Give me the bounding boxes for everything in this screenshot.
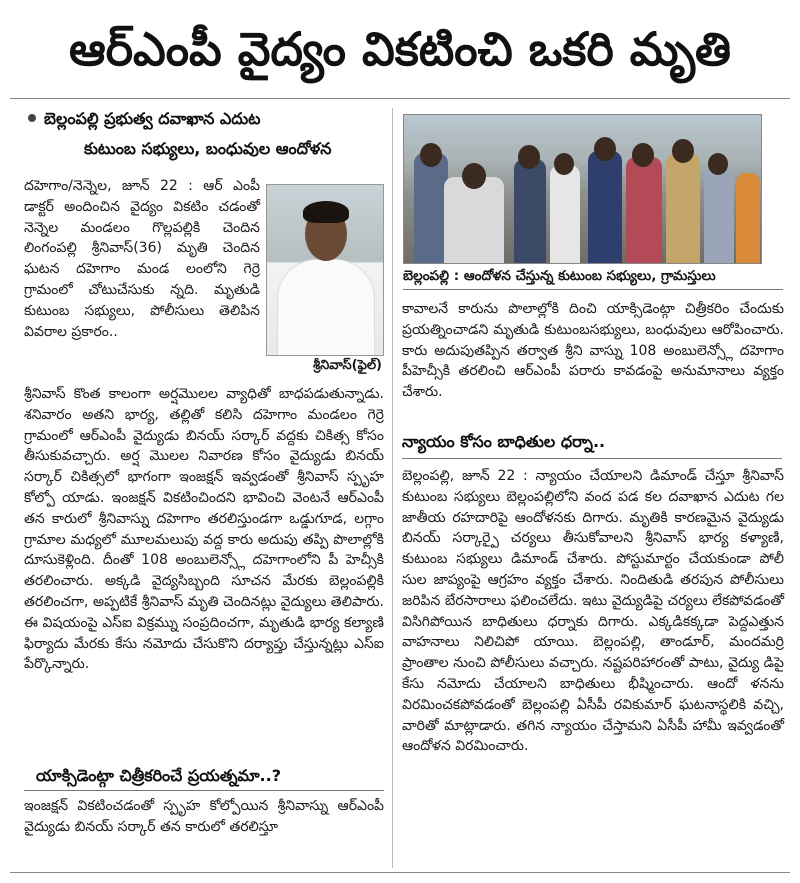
headline-divider xyxy=(10,98,790,99)
article-paragraph-main: శ్రీనివాస్ కొంత కాలంగా అర్షమొలల వ్యాధితో బాధపడుతున్నాడు. శనివారం అతని భార్య, తల్లితో కలిసి దహెగాం మండలం గెర్రె గ్రామంలో ఆర్ఎంపీ వైద్యుడు బినయ్ సర్కార్ వద్దకు చికిత్స కోసం తీసుకువచ్చారు. అర్ష మొలల నివారణ కోసం వైద్యుడు బినయ్ సర్కార్ చికిత్సలో భాగంగా ఇంజక్షన్ ఇవ్వడంతో శ్రీనివాస్ స్పృహ కోల్పో యాడు. ఇంజక్షన్ వికటించిందని భావించి వెంటనే ఆర్ఎంపీ తన కారులో శ్రీనివాస్ను దహెగాం తరలిస్తుండగా ఒడ్డుగూడ, లగ్గాం గ్రామాల మధ్యలో మూలమలుపు వద్ద కారు అదుపు తప్పి పొలాల్లోకి దూసుకెళ్లింది. దీంతో 108 అంబులెన్స్లో దహెగాంలోని పీ హెచ్సీకి తరలించారు. అక్కడి వైద్యసిబ్బంది సూచన మేరకు బెల్లంపల్లికి తరలించగా, అప్పటికే శ్రీనివాస్ మృతి చెందినట్లు వైద్యులు తెలిపారు. ఈ విషయంపై ఎస్ఐ విక్రమ్ను సంప్రదించగా, మృతుడి భార్య కల్యాణి ఫిర్యాదు మేరకు కేసు నమోదు చేసుకొని దర్యాప్తు చేస్తున్నట్లు ఎస్ఐ పేర్కొన్నారు. xyxy=(24,386,384,673)
column-divider xyxy=(392,108,393,868)
article-paragraph-protest: బెల్లంపల్లి, జూన్ 22 : న్యాయం చేయాలని డిమాండ్ చేస్తూ శ్రీనివాస్ కుటుంబ సభ్యులు బెల్లంపల్లిలోని వంద పడ కల దవాఖాన ఎదుట గల జాతీయ రహదారిపై ఆందోళనకు దిగారు. మృతికి కారణమైన వైద్యుడు బినయ్ సర్కార్పై చర్యలు తీసుకోవాలని శ్రీనివాస్ భార్య కళ్యాణి, కుటుంబ సభ్యులు డిమాండ్ చేశారు. పోస్టుమార్టం చేయకుండా పోలీ సుల జాప్యంపై ఆగ్రహం వ్యక్తం చేశారు. నిందితుడి తరపున పోలీసులు జరిపిన బేరసారాలు ఫలించలేదు. ఇటు వైద్యుడిపై చర్యలు లేకపోవడంతో విసిగిపోయిన బాధితులు ధర్నాకు దిగారు. ఎక్కడికక్కడా పెద్దఎత్తున వాహనాలు నిలిచిపో యాయి. బెల్లంపల్లి, తాండూర్, మందమర్రి ప్రాంతాల నుంచి పోలీసులు వచ్చారు. నష్టపరిహారంతో పాటు, వైద్యు డిపై కేసు నమోదు చేయాలని బాధితులు భీష్మించారు. ఆందో ళనను విరమించకపోవడంతో బెల్లంపల్లి ఏసీపీ రవికుమార్ ఘటనాస్థలికి వచ్చి, వారితో మాట్లాడారు. తగిన న్యాయం చేస్తామని ఏసీపీ హామీ ఇవ్వడంతో ఆందోళన విరమించారు. xyxy=(402,468,784,755)
crowd-figure xyxy=(626,157,662,263)
crowd-head xyxy=(462,163,486,189)
protest-photo-caption: బెల్లంపల్లి : ఆందోళన చేస్తున్న కుటుంబ సభ్యులు, గ్రామస్తులు xyxy=(403,268,716,284)
article-paragraph-allegation: కావాలనే కారును పొలాల్లోకి దించి యాక్సిడెంట్గా చిత్రీకరిం చేందుకు ప్రయత్నించాడని మృతుడి కుటుంబసభ్యులు, బంధువులు ఆరోపించారు. కారు అదుపుతప్పిన తర్వాత శ్రీని వాస్ను 108 అంబులెన్స్లో దహెగాం పీహెచ్సీకి తరలించి ఆర్ఎంపీ పరారు కావడంపై అనుమానాలు వ్యక్తం చేశారు. xyxy=(402,301,784,401)
caption-divider xyxy=(403,289,783,290)
article-paragraph-accident: ఇంజక్షన్ వికటించడంతో స్పృహ కోల్పోయిన శ్రీనివాస్ను ఆర్ఎంపీ వైద్యుడు బినయ్ సర్కార్ తన కారులో తరలిస్తూ xyxy=(24,798,384,835)
section-heading-accident: యాక్సిడెంట్గా చిత్రీకరించే ప్రయత్నమా..? xyxy=(36,766,281,785)
crowd-head xyxy=(632,143,654,167)
crowd-figure xyxy=(514,159,546,263)
subheadline-line-1: బెల్లంపల్లి ప్రభుత్వ దవాఖాన ఎదుట xyxy=(44,109,261,128)
crowd-head xyxy=(554,153,574,175)
crowd-figure xyxy=(704,167,734,263)
section-heading-protest: న్యాయం కోసం బాధితుల ధర్నా.. xyxy=(402,432,606,451)
crowd-figure xyxy=(666,153,700,263)
crowd-figure xyxy=(550,165,580,263)
bullet-icon xyxy=(28,114,36,122)
person-body-shape xyxy=(277,259,375,356)
article-paragraph-intro: దహెగాం/నెన్నెల, జూన్ 22 : ఆర్ ఎంపీ డాక్టర్ అందించిన వైద్యం వికటిం చడంతో నెన్నెల మండలం గొల్లపల్లికి చెందిన లింగంపల్లి శ్రీనివాస్(36) మృతి చెందిన ఘటన దహెగాం మండ లంలోని గెర్రె గ్రామంలో చోటుచేసుకు న్నది. మృతుడి కుటుంబ సభ్యులు, పోలీసులు తెలిపిన వివరాల ప్రకారం.. xyxy=(24,178,260,340)
crowd-figure xyxy=(736,173,760,263)
person-hair-shape xyxy=(303,201,349,223)
crowd-head xyxy=(518,145,540,169)
section-divider-right xyxy=(402,458,782,459)
crowd-head xyxy=(594,137,616,161)
headline: ఆర్ఎంపీ వైద్యం వికటించి ఒకరి మృతి xyxy=(69,22,731,76)
subheadline-line-2: కుటుంబ సభ్యులు, బంధువుల ఆందోళన xyxy=(84,139,332,158)
crowd-figure xyxy=(414,153,448,263)
protest-photo xyxy=(403,114,762,264)
section-divider-left xyxy=(24,790,384,791)
crowd-head xyxy=(420,143,442,167)
bottom-divider xyxy=(10,872,790,873)
crowd-figure xyxy=(444,177,504,263)
person-photo-caption: శ్రీనివాస్(ఫైల్) xyxy=(313,358,382,373)
crowd-head xyxy=(708,153,728,175)
person-photo xyxy=(266,184,384,356)
crowd-head xyxy=(672,139,694,163)
subheadline-block xyxy=(28,104,388,164)
crowd-figure xyxy=(588,151,622,263)
